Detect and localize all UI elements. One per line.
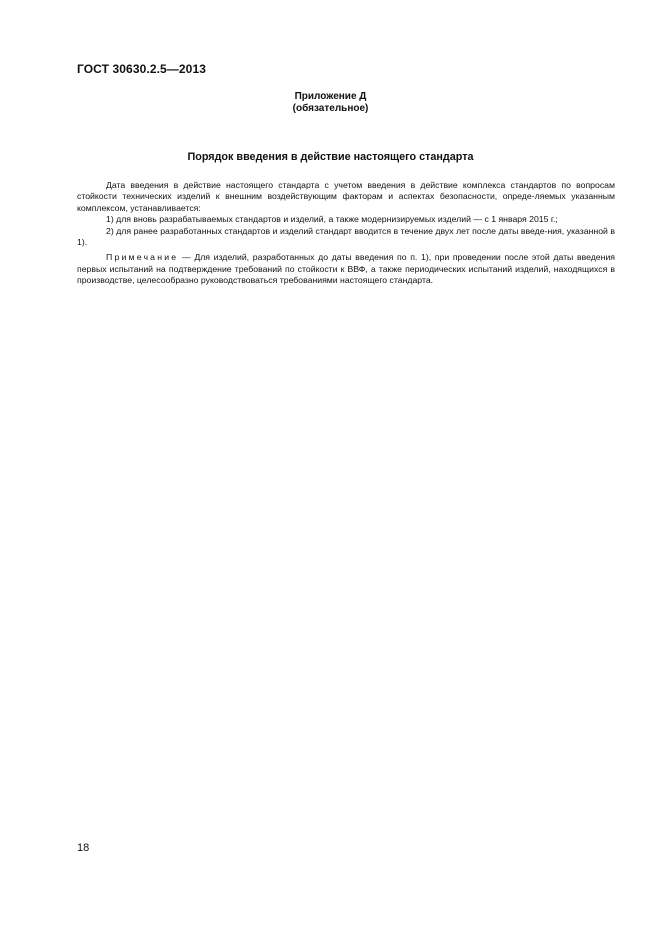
note-text: — Для изделий, разработанных до даты введения по п. 1), при проведении после этой даты введения первых испытаний на подтверждение требований по стойкости к ВВФ, а также периодических испытаний изделий, находящихся в производстве, целесообразно руководствоваться требованиями настоящего стандарта.: [77, 252, 615, 286]
intro-paragraph: Дата введения в действие настоящего стандарта с учетом введения в действие комплекса стандартов по вопросам стойкости технических изделий к внешним воздействующим факторам и аспектах безопасности, опреде-ляемых указанным комплексом, устанавливается:: [77, 180, 615, 213]
section-title: Порядок введения в действие настоящего стандарта: [187, 151, 474, 163]
appendix-title: Приложение Д: [294, 91, 367, 102]
note-label: Примечание: [106, 252, 179, 263]
standard-code: ГОСТ 30630.2.5—2013: [77, 62, 206, 76]
page-number: 18: [77, 842, 90, 854]
body-text: [77, 180, 615, 287]
list-item-2: 2) для ранее разработанных стандартов и изделий стандарт вводится в течение двух лет после даты введе-ния, указанной в 1).: [77, 225, 615, 248]
note-paragraph: [77, 252, 615, 286]
list-item-1: 1) для вновь разрабатываемых стандартов и изделий, а также модернизируемых изделий — с 1 января 2015 г.;: [106, 214, 558, 225]
appendix-status: (обязательное): [292, 103, 369, 114]
appendix-heading: [0, 91, 661, 115]
